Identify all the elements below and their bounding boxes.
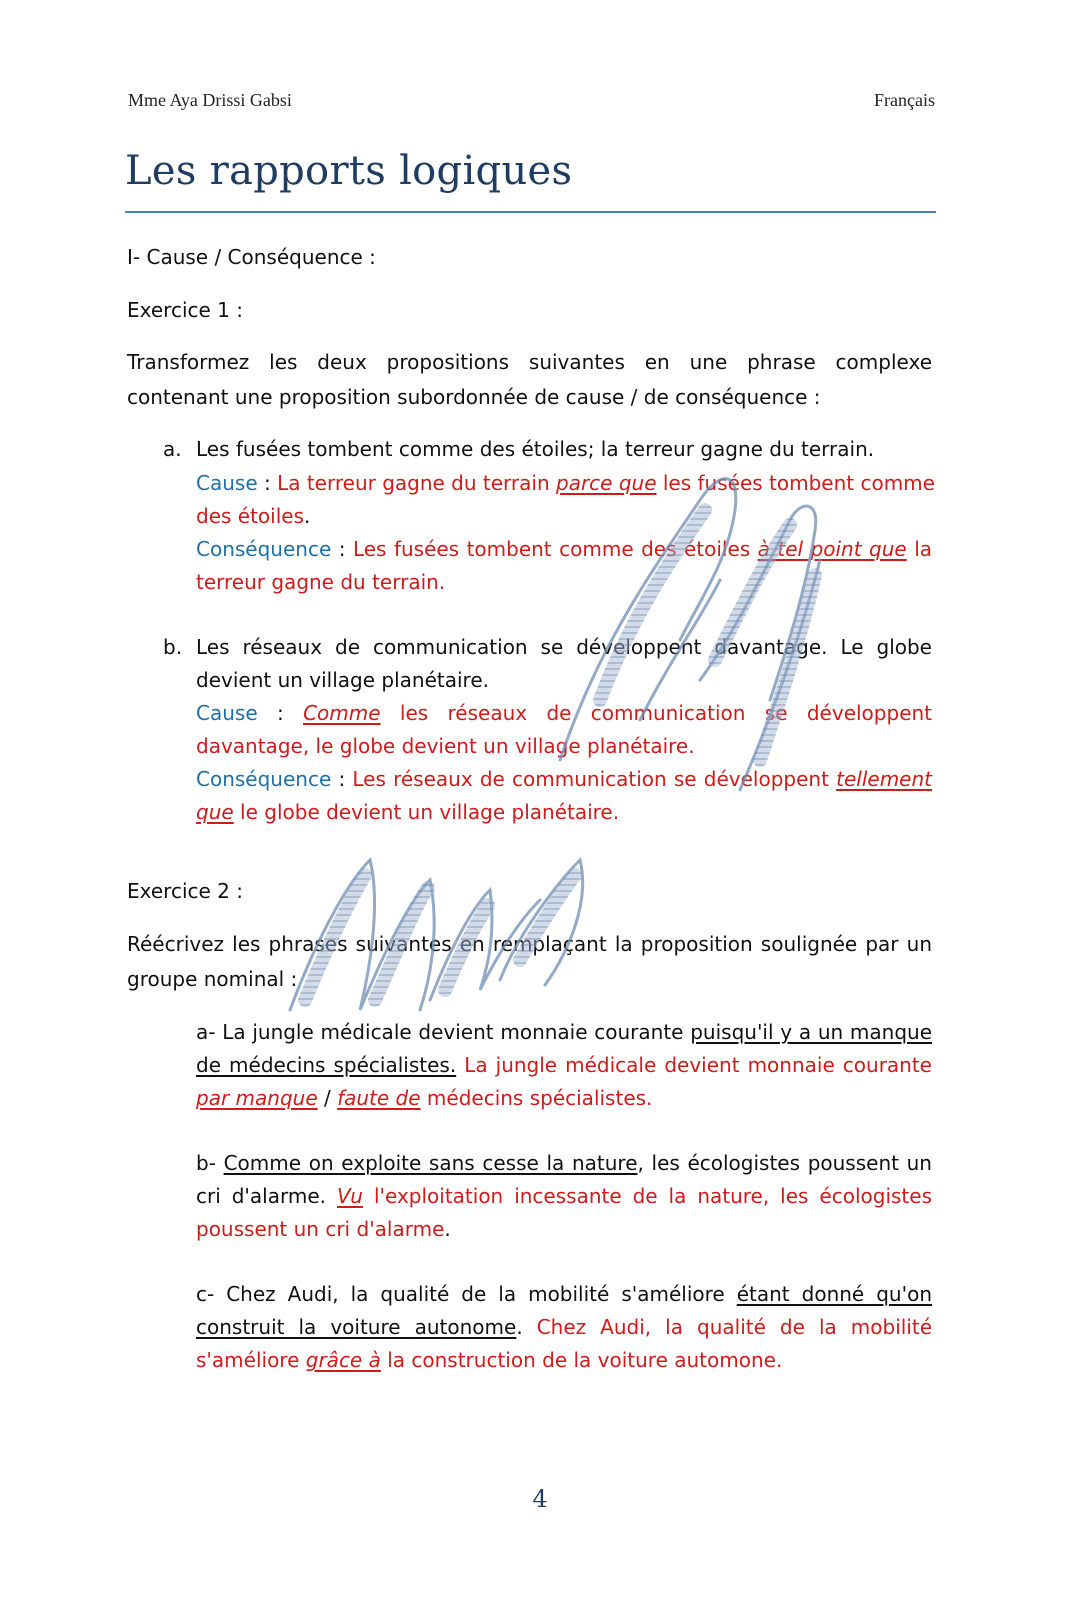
sentence-text: . bbox=[444, 1217, 451, 1241]
title-rule bbox=[125, 211, 936, 213]
item-b-consequence-line-2 bbox=[196, 796, 619, 829]
item-b-cause-line-1: Cause : Comme les réseaux de communication se développent bbox=[196, 701, 933, 725]
answer-text: Chez Audi, la qualité de la mobilité bbox=[536, 1315, 933, 1339]
cause-label: Cause bbox=[196, 471, 258, 495]
underlined-clause: étant donné qu'on bbox=[736, 1282, 932, 1306]
item-b-sentence-line-1: Les réseaux de communication se développent davantage. Le globe bbox=[196, 635, 932, 659]
item-a-consequence-line-1: Conséquence : Les fusées tombent comme des étoiles à tel point que la bbox=[196, 537, 933, 561]
underlined-clause: de médecins spécialistes. bbox=[196, 1053, 457, 1077]
answer-text: des étoiles bbox=[196, 504, 304, 528]
exercise-1-instruction-line-2: contenant une proposition subordonnée de cause / de conséquence : bbox=[127, 385, 821, 409]
item-b-cause-line-2: davantage, le globe devient un village planétaire. bbox=[196, 734, 695, 758]
connector: par manque bbox=[196, 1086, 318, 1110]
exercise-2-instruction-line-1: Réécrivez les phrases suivantes en remplaçant la proposition soulignée par un bbox=[127, 932, 932, 956]
underlined-clause: Comme on exploite sans cesse la nature bbox=[223, 1151, 638, 1175]
connector: que bbox=[196, 800, 234, 824]
sentence-text: , les écologistes poussent un bbox=[637, 1151, 932, 1175]
answer-text: Les fusées tombent comme des étoiles bbox=[352, 537, 758, 561]
item-b-marker: b. bbox=[163, 635, 183, 659]
header-subject: Français bbox=[874, 90, 935, 110]
consequence-label: Conséquence bbox=[196, 537, 332, 561]
page-title: Les rapports logiques bbox=[125, 148, 573, 194]
exercise-1-instruction-line-1: Transformez les deux propositions suivantes en une phrase complexe bbox=[127, 350, 932, 374]
ex2-a-line-3 bbox=[196, 1082, 652, 1115]
ex2-c-line-3 bbox=[196, 1344, 782, 1377]
item-a-cause-line-2: des étoiles. bbox=[196, 504, 311, 528]
sentence-text: c- Chez Audi, la qualité de la mobilité s'améliore bbox=[196, 1282, 737, 1306]
ex2-b-line-3 bbox=[196, 1213, 451, 1246]
answer-text: la bbox=[906, 537, 933, 561]
item-a-consequence-line-2: terreur gagne du terrain. bbox=[196, 570, 446, 594]
answer-text: le globe devient un village planétaire. bbox=[233, 800, 620, 824]
underlined-clause: puisqu'il y a un manque bbox=[690, 1020, 933, 1044]
section-heading: I- Cause / Conséquence : bbox=[127, 245, 376, 269]
connector: parce que bbox=[556, 471, 657, 495]
exercise-1-heading: Exercice 1 : bbox=[127, 298, 243, 322]
ex2-a-line-2 bbox=[196, 1049, 932, 1082]
item-a-marker: a. bbox=[163, 437, 182, 461]
exercise-2-instruction-line-2: groupe nominal : bbox=[127, 967, 298, 991]
exercise-2-heading: Exercice 2 : bbox=[127, 879, 243, 903]
item-b-consequence-line-1: Conséquence : Les réseaux de communication se développent tellement bbox=[196, 767, 932, 791]
page-number: 4 bbox=[532, 1485, 548, 1513]
connector: Vu bbox=[336, 1184, 363, 1208]
ex2-b-line-1 bbox=[196, 1147, 932, 1180]
sentence-text: a- La jungle médicale devient monnaie courante bbox=[196, 1020, 691, 1044]
underlined-clause: construit la voiture autonome bbox=[196, 1315, 517, 1339]
answer-text: Les réseaux de communication se développent bbox=[352, 767, 837, 791]
connector: à tel point que bbox=[757, 537, 907, 561]
sentence-text: . bbox=[516, 1315, 537, 1339]
answer-text: les réseaux de communication se développent bbox=[380, 701, 933, 725]
consequence-label: Conséquence bbox=[196, 767, 332, 791]
answer-text: La jungle médicale devient monnaie courante bbox=[456, 1053, 932, 1077]
ex2-c-line-1 bbox=[196, 1278, 932, 1311]
ex2-c-line-2 bbox=[196, 1311, 932, 1344]
item-b-sentence-line-2: devient un village planétaire. bbox=[196, 668, 489, 692]
answer-text: l'exploitation incessante de la nature, les écologistes bbox=[362, 1184, 932, 1208]
connector: Comme bbox=[303, 701, 381, 725]
header-author: Mme Aya Drissi Gabsi bbox=[128, 90, 292, 110]
connector: tellement bbox=[836, 767, 932, 791]
answer-text: les fusées tombent comme bbox=[656, 471, 935, 495]
sentence-text: b- bbox=[196, 1151, 224, 1175]
answer-text: médecins spécialistes. bbox=[420, 1086, 653, 1110]
cause-label: Cause bbox=[196, 701, 258, 725]
answer-text: la construction de la voiture automone. bbox=[380, 1348, 783, 1372]
answer-text: La terreur gagne du terrain bbox=[277, 471, 556, 495]
ex2-b-line-2 bbox=[196, 1180, 932, 1213]
connector: grâce à bbox=[305, 1348, 381, 1372]
answer-text: poussent un cri d'alarme bbox=[196, 1217, 445, 1241]
sentence-text: cri d'alarme. bbox=[196, 1184, 337, 1208]
ex2-a-line-1 bbox=[196, 1016, 932, 1049]
separator: / bbox=[317, 1086, 338, 1110]
item-a-cause-line-1: Cause : La terreur gagne du terrain parce que les fusées tombent comme bbox=[196, 471, 935, 495]
connector: faute de bbox=[337, 1086, 421, 1110]
answer-text: s'améliore bbox=[196, 1348, 306, 1372]
item-a-sentence: Les fusées tombent comme des étoiles; la terreur gagne du terrain. bbox=[196, 437, 875, 461]
